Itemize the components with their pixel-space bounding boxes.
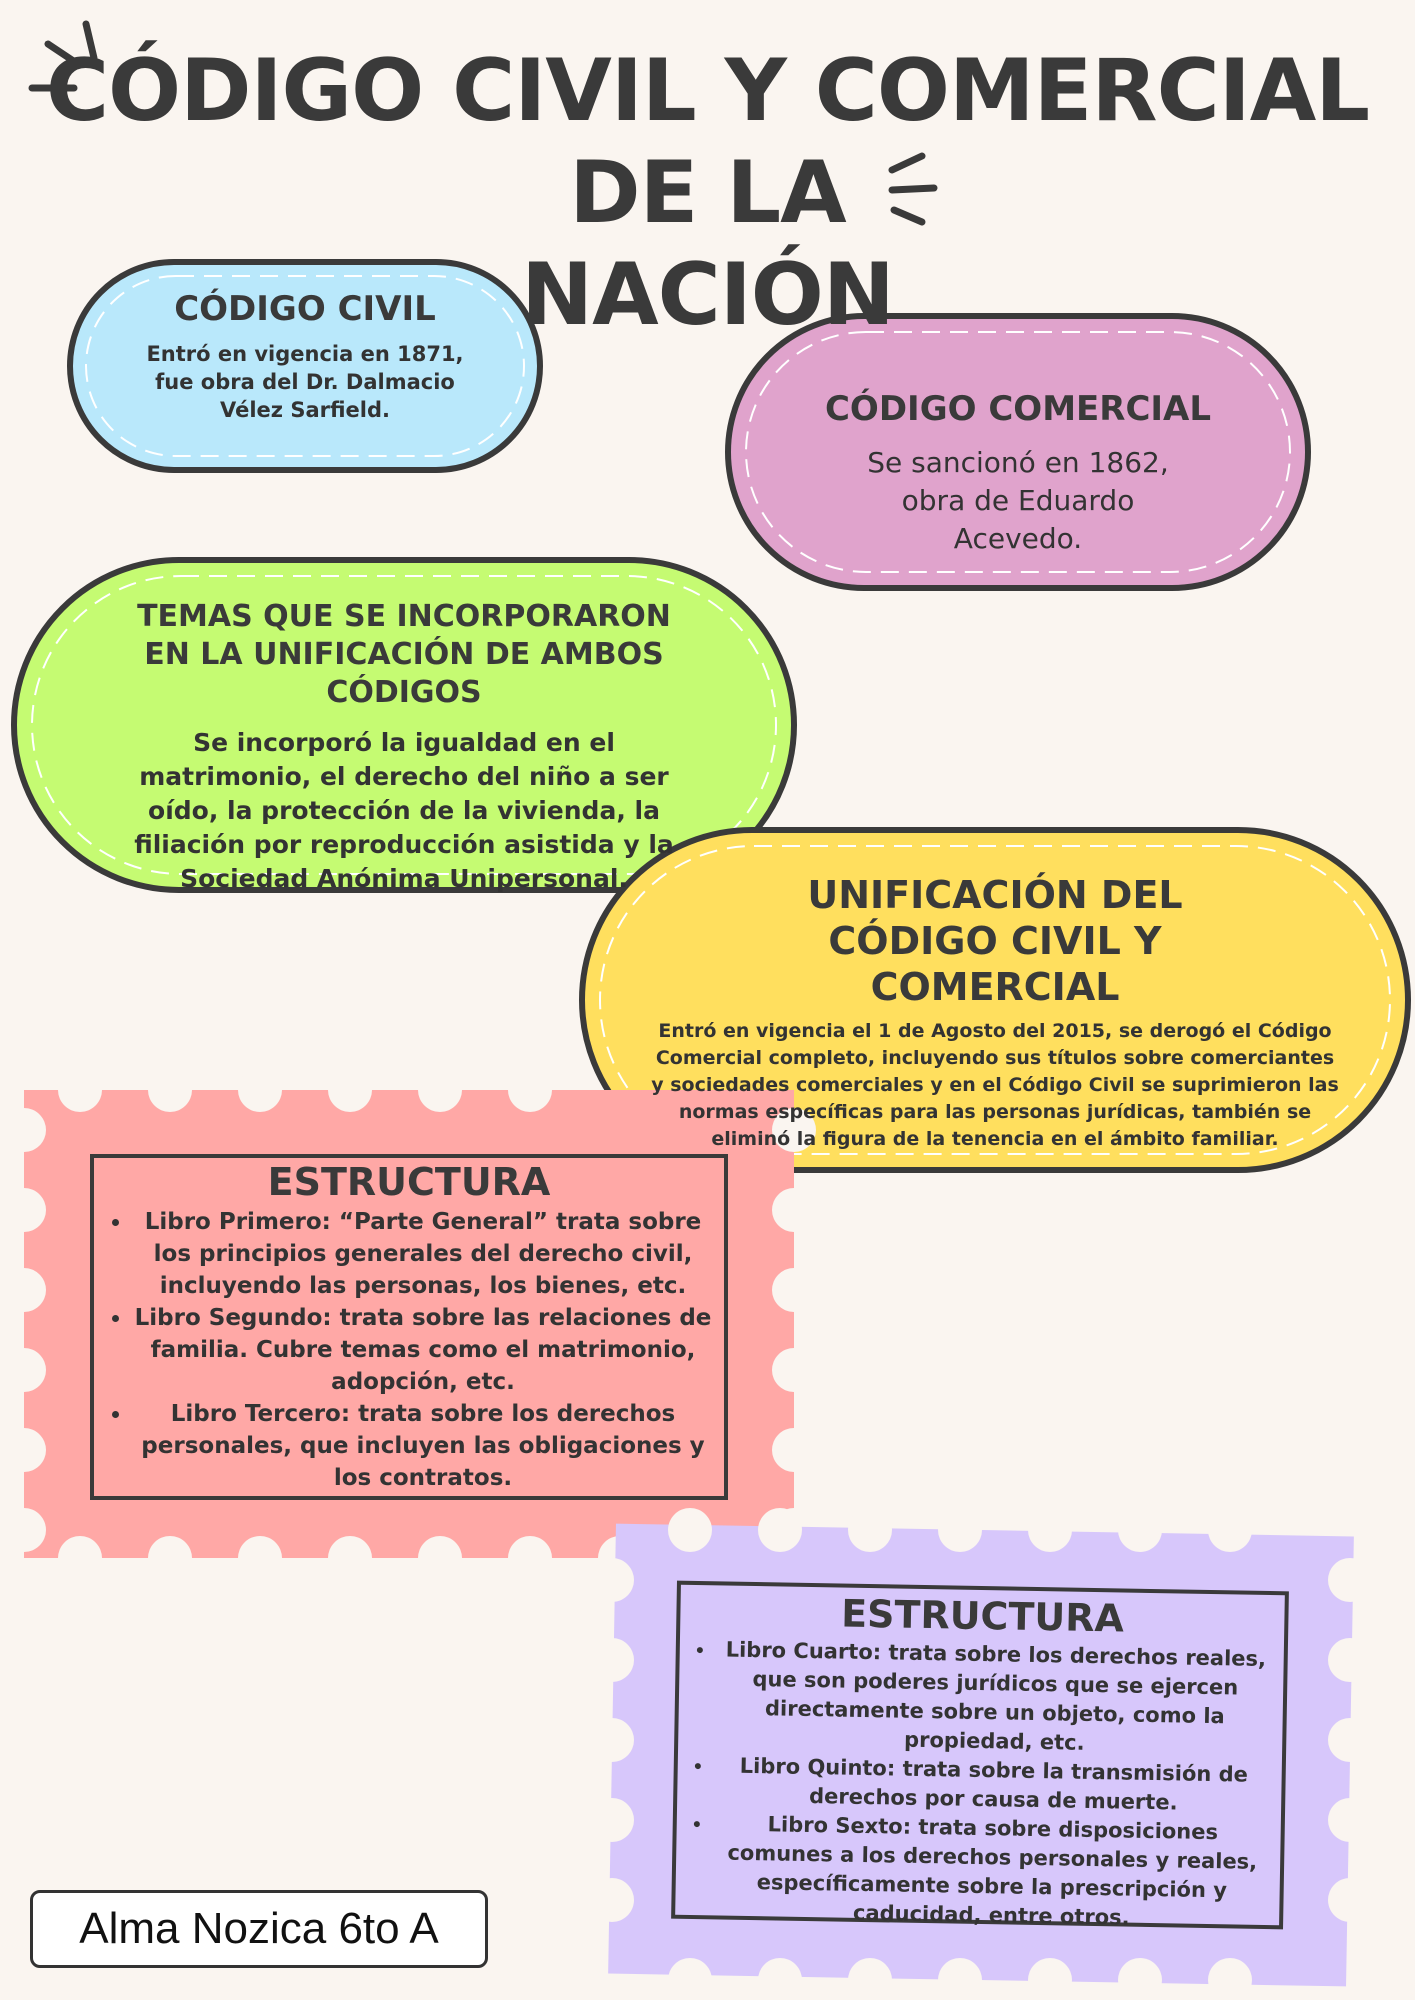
temas-section — [96, 598, 712, 896]
list-item: • Libro Sexto: trata sobre disposiciones comunes a los derechos personales y reales, específicamente sobre la prescripción y caducidad, entre otros. — [711, 1809, 1273, 1935]
codigo-civil-section — [110, 286, 500, 424]
list-item: • Libro Segundo: trata sobre las relaciones de familia. Cubre temas como el matrimonio, adopción, etc. — [132, 1302, 714, 1398]
codigo-comercial-section — [780, 384, 1256, 558]
estructura-2-heading: ESTRUCTURA — [840, 1591, 1125, 1641]
codigo-comercial-heading: CÓDIGO COMERCIAL — [824, 389, 1212, 429]
temas-text: Se incorporó la igualdad en el matrimonio, el derecho del niño a ser oído, la protección de la vivienda, la filiación por reproducción asistida y la Sociedad Anónima Unipersonal. — [134, 728, 674, 893]
codigo-comercial-text: Se sancionó en 1862, obra de Eduardo Acevedo. — [867, 446, 1169, 555]
title-line-2: NACIÓN — [521, 245, 894, 345]
title-line-1: CÓDIGO CIVIL Y COMERCIAL DE LA — [45, 41, 1370, 243]
list-item: • Libro Primero: “Parte General” trata sobre los principios generales del derecho civil, incluyendo las personas, los bienes, etc. — [132, 1206, 714, 1302]
codigo-civil-heading: CÓDIGO CIVIL — [174, 289, 436, 329]
codigo-civil-text: Entró en vigencia en 1871, fue obra del Dr. Dalmacio Vélez Sarfield. — [146, 342, 464, 422]
list-item: • Libro Cuarto: trata sobre los derechos reales, que son poderes jurídicos que se ejercen directamente sobre un objeto, como la propiedad, etc. — [714, 1635, 1276, 1761]
estructura-1-heading: ESTRUCTURA — [267, 1160, 551, 1204]
list-item: • Libro Quinto: trata sobre la transmisión de derechos por causa de muerte. — [713, 1751, 1274, 1819]
estructura-1-list — [104, 1206, 714, 1494]
unificacion-section — [650, 872, 1340, 1153]
unificacion-text: Entró en vigencia el 1 de Agosto del 2015, se derogó el Código Comercial completo, incluyendo sus títulos sobre comerciantes y sociedades comerciales y en el Código Civil se suprimieron las normas específicas para las personas jurídicas, también se eliminó la figura de la tenencia en el ámbito familiar. — [651, 1020, 1339, 1150]
estructura-2-list — [683, 1635, 1276, 1935]
unificacion-heading: UNIFICACIÓN DEL CÓDIGO CIVIL Y COMERCIAL — [807, 873, 1183, 1009]
estructura-1-section — [104, 1158, 714, 1494]
temas-heading: TEMAS QUE SE INCORPORARON EN LA UNIFICACIÓN DE AMBOS CÓDIGOS — [137, 599, 671, 710]
author-label: Alma Nozica 6to A — [30, 1890, 488, 1968]
list-item: • Libro Tercero: trata sobre los derechos personales, que incluyen las obligaciones y los contratos. — [132, 1398, 714, 1494]
estructura-2-section — [683, 1587, 1277, 1935]
